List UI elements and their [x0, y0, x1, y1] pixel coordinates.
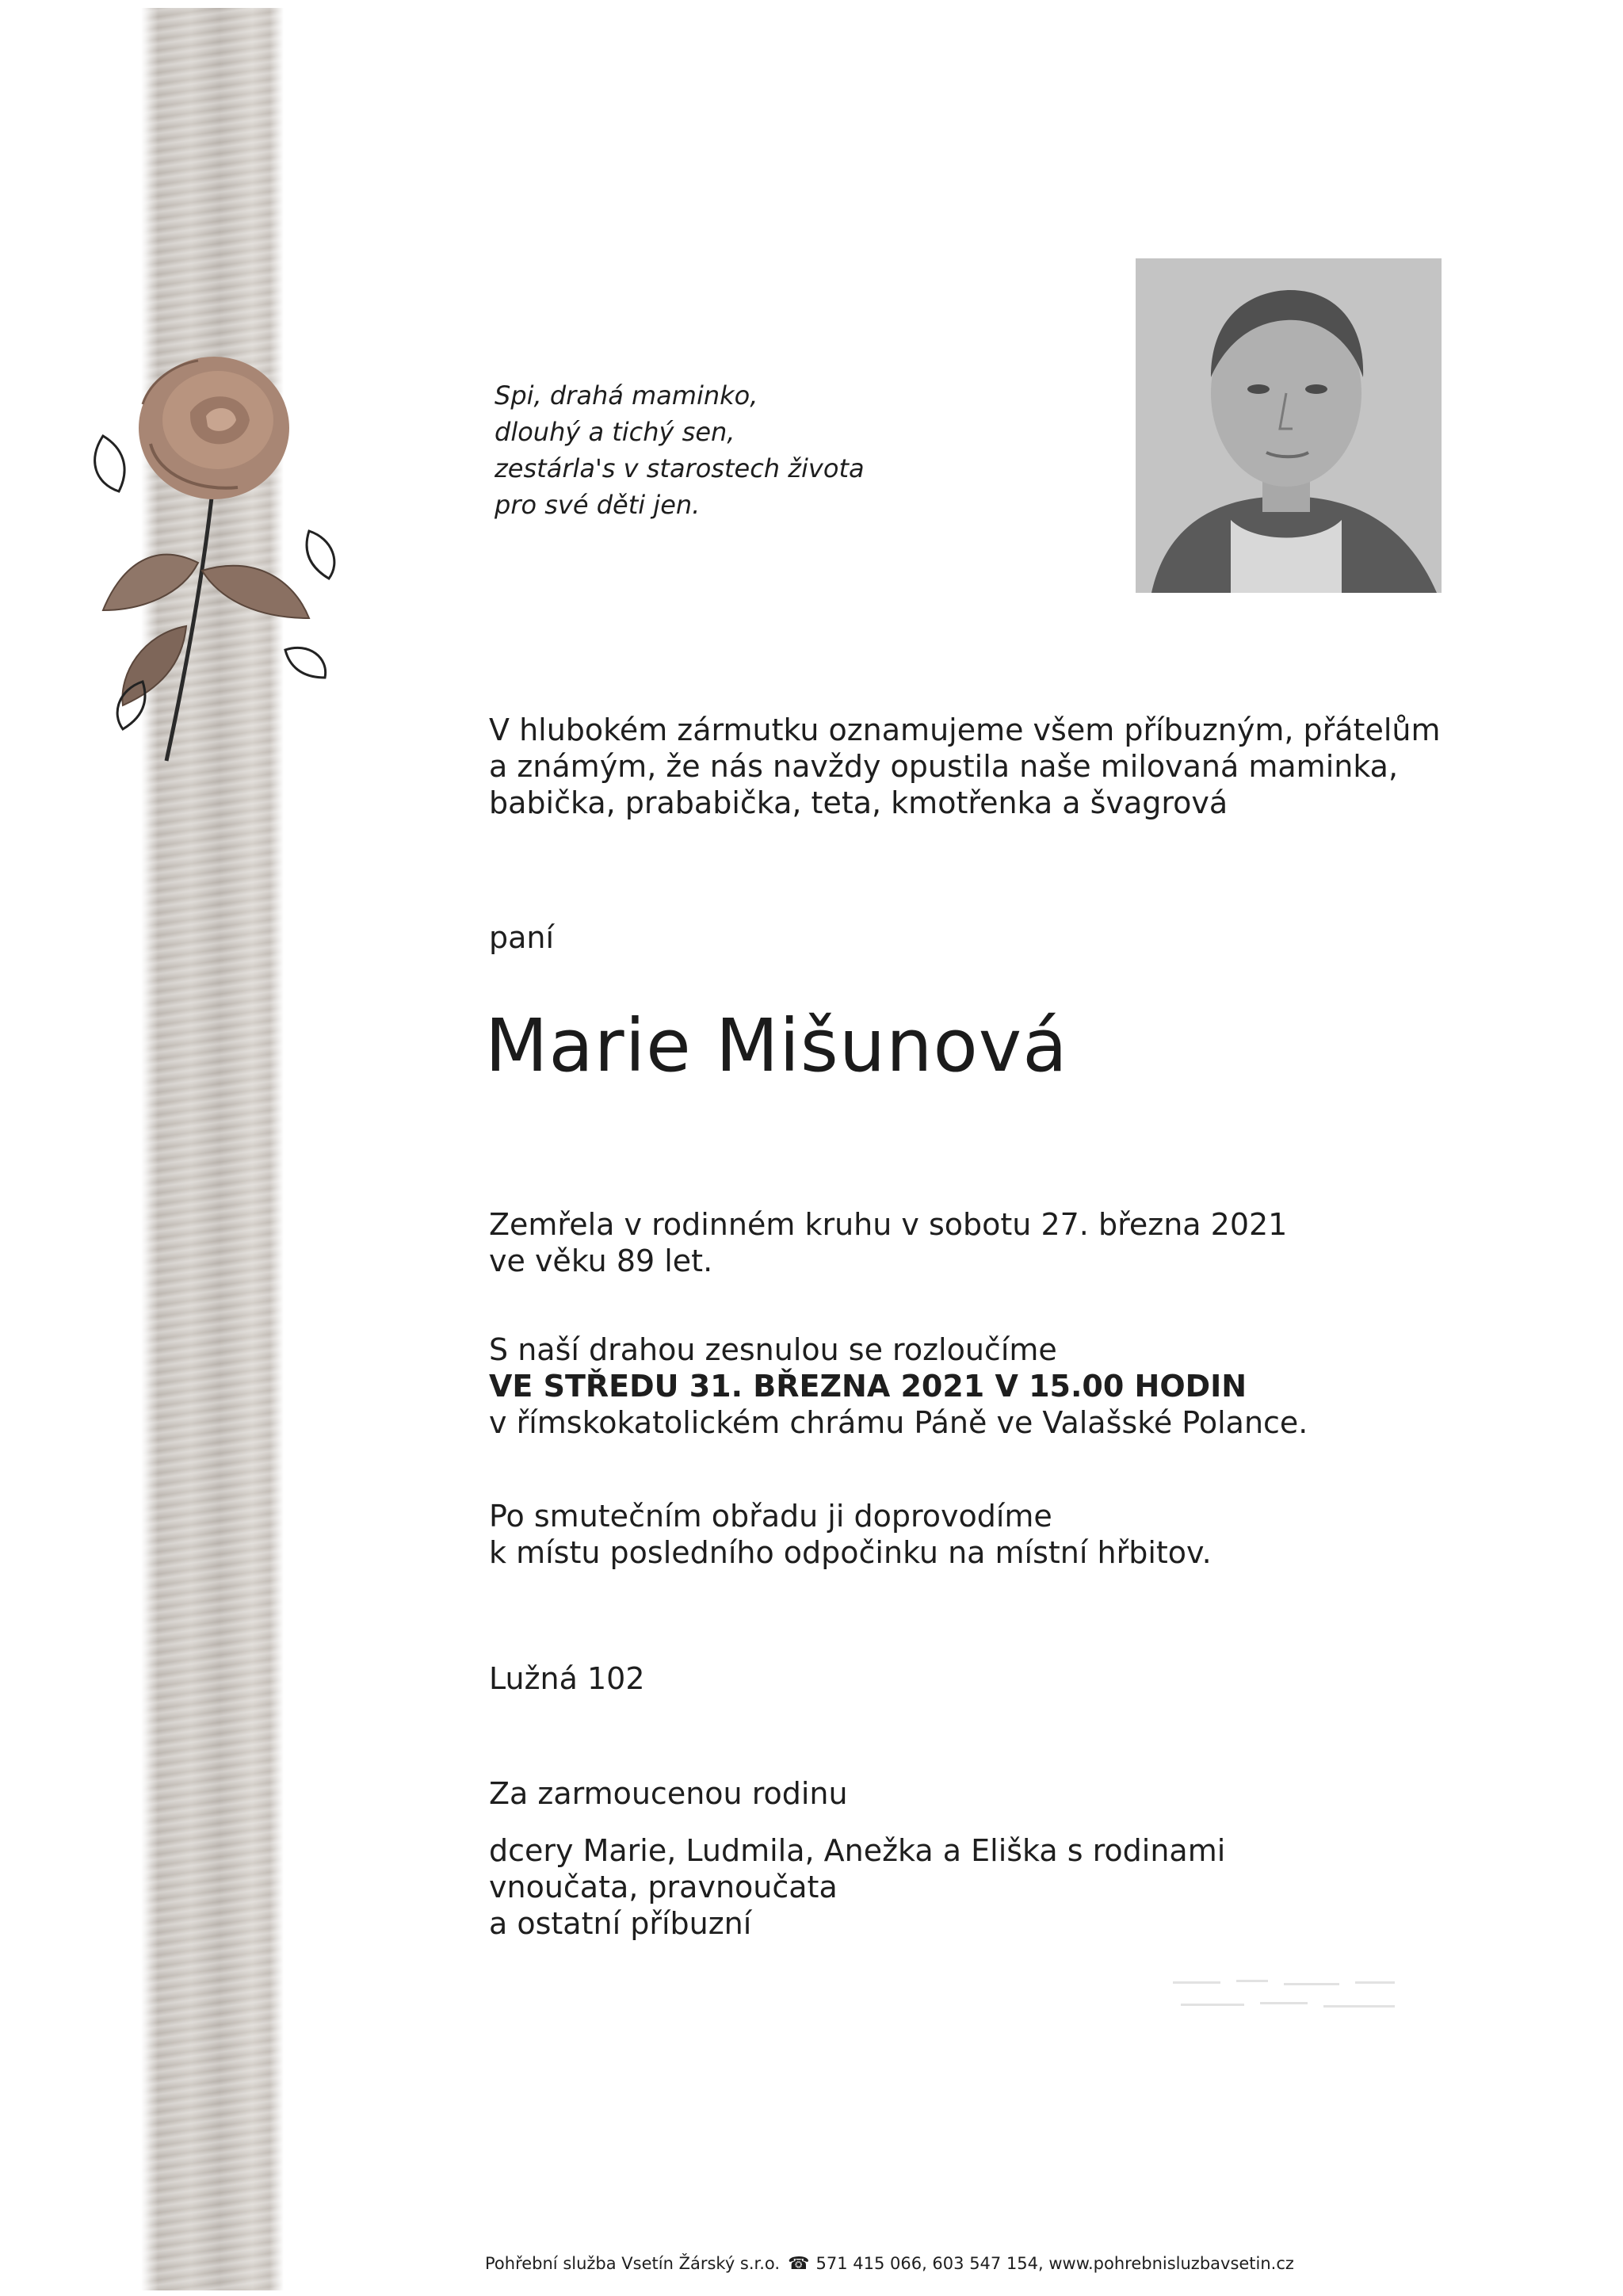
poem-line: zestárla's v starostech života [495, 453, 865, 483]
portrait-photo [1136, 258, 1442, 593]
funeral-date-time: VE STŘEDU 31. BŘEZNA 2021 V 15.00 HODIN [489, 1369, 1247, 1404]
poem-line: dlouhý a tichý sen, [495, 417, 735, 447]
announcement-line: V hlubokém zármutku oznamujeme všem příbuzným, přátelům [489, 712, 1441, 747]
deceased-name: Marie Mišunová [485, 1003, 1068, 1088]
address: Lužná 102 [489, 1661, 645, 1696]
death-notice [489, 1206, 1287, 1279]
honorific: paní [489, 920, 555, 955]
scan-specks [1165, 1966, 1419, 2021]
family-line: a ostatní příbuzní [489, 1906, 752, 1941]
family-line: dcery Marie, Ludmila, Anežka a Eliška s rodinami [489, 1833, 1226, 1868]
footer-company: Pohřební služba Vsetín Žárský s.r.o. [485, 2254, 781, 2273]
death-line: Zemřela v rodinném kruhu v sobotu 27. března 2021 [489, 1207, 1288, 1242]
poem-line: pro své děti jen. [495, 490, 701, 520]
family-signature [489, 1775, 1225, 1942]
announcement-line: babička, prababička, teta, kmotřenka a švagrová [489, 785, 1228, 820]
poem [495, 377, 907, 523]
telephone-icon: ☎ [788, 2254, 810, 2274]
family-line: vnoučata, pravnoučata [489, 1870, 838, 1904]
burial-notice [489, 1498, 1212, 1571]
farewell-line: S naší drahou zesnulou se rozloučíme [489, 1332, 1057, 1367]
family-heading: Za zarmoucenou rodinu [489, 1776, 848, 1811]
burial-line: Po smutečním obřadu ji doprovodíme [489, 1499, 1052, 1534]
announcement-text [489, 712, 1441, 821]
burial-line: k místu posledního odpočinku na místní hřbitov. [489, 1535, 1212, 1570]
funeral-details [489, 1331, 1308, 1441]
footer [485, 2252, 1594, 2275]
portrait-image [1136, 258, 1442, 593]
death-line: ve věku 89 let. [489, 1244, 713, 1278]
poem-line: Spi, drahá maminko, [495, 380, 758, 411]
funeral-location: v římskokatolickém chrámu Páně ve Valašské Polance. [489, 1405, 1308, 1440]
footer-contacts: 571 415 066, 603 547 154, www.pohrebnisluzbavsetin.cz [815, 2254, 1294, 2273]
announcement-line: a známým, že nás navždy opustila naše milovaná maminka, [489, 749, 1399, 784]
rose-ornament [55, 317, 372, 793]
